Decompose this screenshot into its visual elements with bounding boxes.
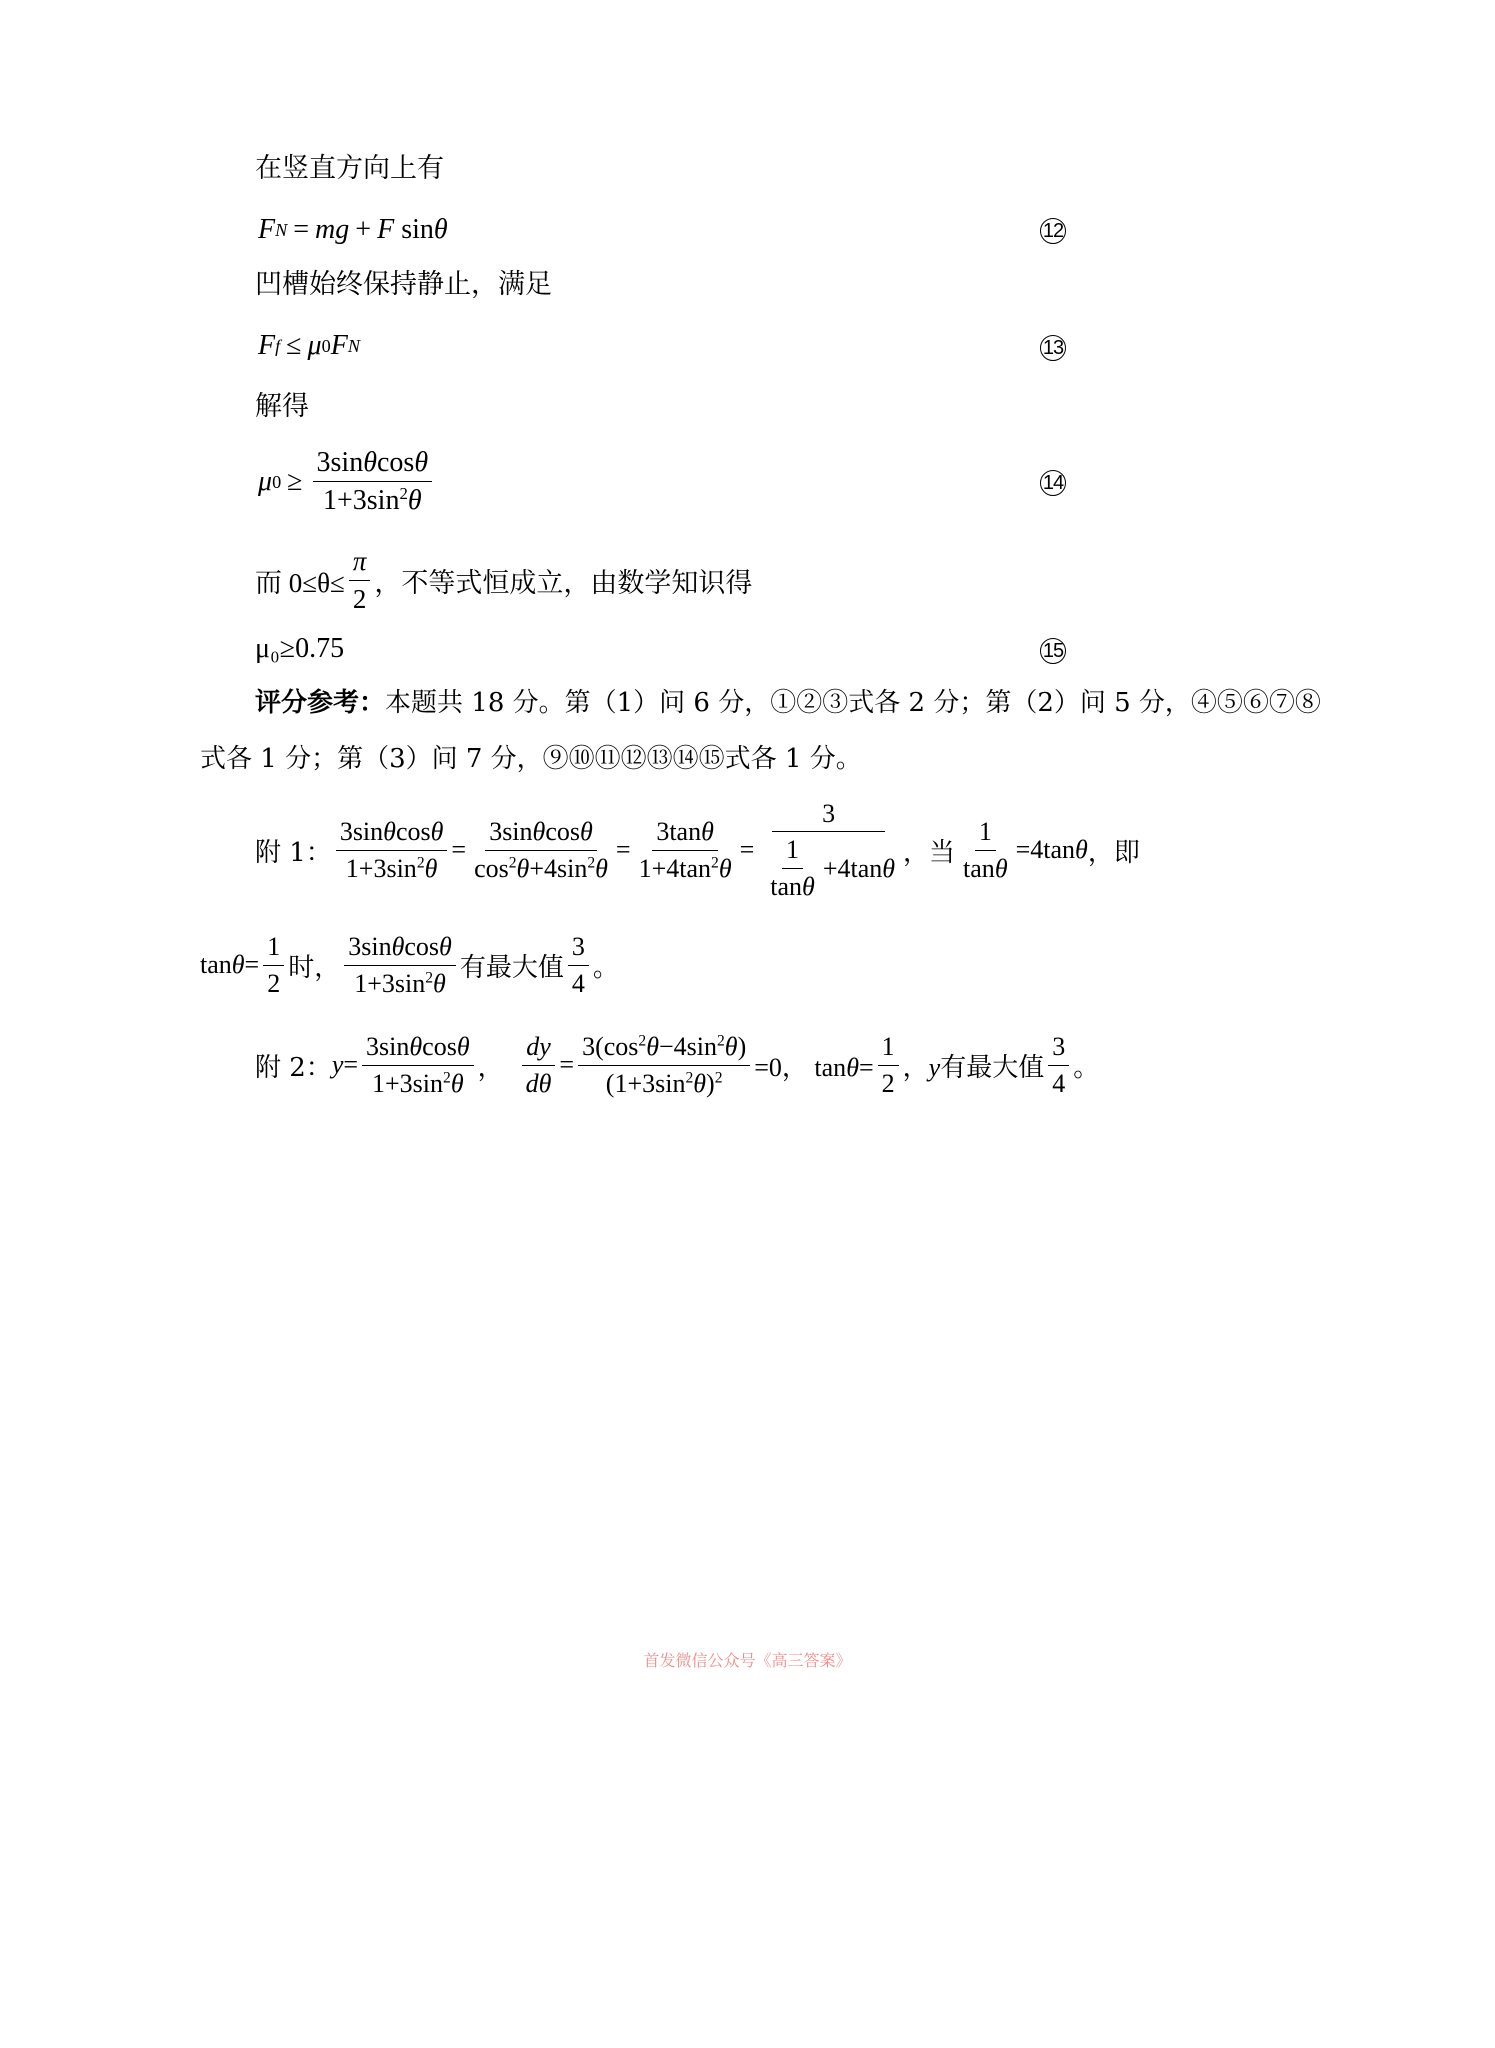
appendix-2-max: 有最大值: [940, 1052, 1045, 1083]
text-mu-result: μ₀≥0.75: [255, 633, 345, 664]
equation-number-15: 15: [1040, 638, 1066, 664]
appendix-2-derivation: 附 2： y = $\frac{3\sin\theta\cos\theta}{1+3\sin^2\theta}$ ， $\frac{dy}{d\theta}$ = $\frac{3(\cos^2\theta-4\sin^2\theta)}{(1+3\sin^2\theta)^2}$ =0， tanθ= $\frac{1}{2}$ ，y 有最大值 $\frac{3}{4}$ 。: [255, 1032, 1100, 1098]
equation-normal-force: F N = mg + F sin θ: [258, 214, 448, 245]
appendix-1-when: ，当: [903, 837, 956, 868]
appendix-1-then: 时，: [288, 952, 341, 983]
appendix-1-ie: ，即: [1087, 837, 1140, 868]
text-theta-range: 而 0≤θ≤ $\frac{\pi}{2}$ ，不等式恒成立，由数学知识得: [255, 546, 753, 614]
equation-number-14: 14: [1040, 470, 1066, 496]
scoring-reference-line-2: 式各 1 分；第（3）问 7 分，⑨⑩⑪⑫⑬⑭⑮式各 1 分。: [200, 744, 862, 774]
text-vertical-direction: 在竖直方向上有: [255, 153, 444, 184]
appendix-1-conclusion: tanθ= $\frac{1}{2}$ 时， $\frac{3\sin\theta\cos\theta}{1+3\sin^2\theta}$ 有最大值 $\frac{3}{4}$ 。: [200, 932, 619, 998]
watermark-text: 首发微信公众号《高三答案》: [643, 1651, 852, 1670]
appendix-1-label: 附 1：: [255, 837, 332, 868]
appendix-2-label: 附 2：: [255, 1052, 332, 1083]
text-groove-static: 凹槽始终保持静止，满足: [255, 269, 552, 300]
scoring-reference-line-1: [255, 686, 1321, 720]
equation-mu-inequality: μ 0 ≥ $\frac{3\sin\theta\cos\theta}{1+3\sin^2\theta}$: [258, 442, 436, 522]
equation-number-13: 13: [1040, 335, 1066, 361]
text-solve: 解得: [255, 391, 309, 422]
theta-range-suffix: ，不等式恒成立，由数学知识得: [374, 567, 753, 599]
scoring-label: 评分参考：: [255, 688, 386, 718]
appendix-1-max: 有最大值: [459, 952, 564, 983]
scoring-text-1: 本题共 18 分。第（1）问 6 分，①②③式各 2 分；第（2）问 5 分，④⑤⑥⑦⑧: [385, 688, 1321, 718]
equation-friction-condition: F f ≤ μ 0 F N: [258, 330, 360, 361]
theta-range-prefix: 而 0≤θ≤: [255, 567, 345, 598]
appendix-1-derivation: 附 1： $\frac{3\sin\theta\cos\theta}{1+3\sin^2\theta}$ = $\frac{3\sin\theta\cos\theta}{\cos^2\theta+4\sin^2\theta}$ = $\frac{3\tan\theta}{1+4\tan^2\theta}$ = 3 $\frac{1}{\tan\theta}$ +4tan θ ，当 $\frac{1}{\tan\theta}$ =4tanθ ，即: [255, 799, 1140, 901]
equation-number-12: 12: [1040, 218, 1066, 244]
